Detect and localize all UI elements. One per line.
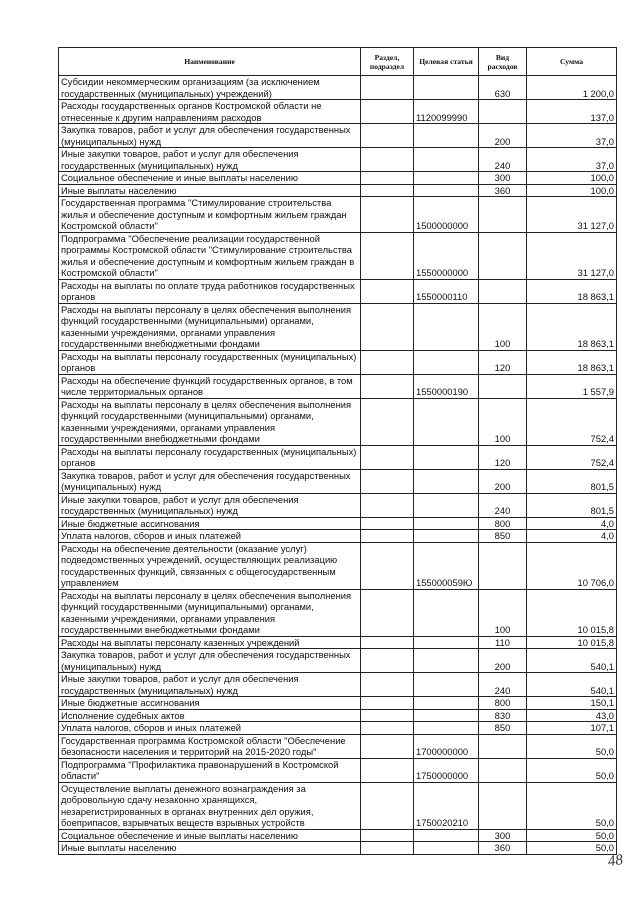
cell-sum: 801,5 [527,469,617,493]
cell-target [414,124,479,148]
budget-table [58,47,617,855]
cell-target [414,398,479,445]
cell-sum: 31 127,0 [527,232,617,279]
cell-name: Государственная программа Костромской области "Обеспечение безопасности населения и территорий на 2015-2020 годы" [59,734,361,758]
cell-section [361,184,414,197]
cell-target: 1550000000 [414,232,479,279]
cell-kind [479,279,527,303]
cell-name: Расходы на выплаты по оплате труда работников государственных органов [59,279,361,303]
cell-kind: 830 [479,709,527,722]
table-header-row [59,48,617,76]
cell-sum: 18 863,1 [527,350,617,374]
cell-section [361,782,414,829]
column-header-section: Раздел, подраздел [361,48,414,76]
cell-target [414,697,479,710]
table-body [59,76,617,855]
cell-kind [479,782,527,829]
table-row [59,374,617,398]
cell-name: Уплата налогов, сборов и иных платежей [59,530,361,543]
cell-kind: 120 [479,350,527,374]
table-row [59,734,617,758]
cell-sum: 43,0 [527,709,617,722]
cell-section [361,673,414,697]
table-row [59,493,617,517]
cell-name: Расходы на обеспечение функций государственных органов, в том числе территориальных органов [59,374,361,398]
cell-kind: 850 [479,530,527,543]
table-row [59,469,617,493]
cell-sum: 37,0 [527,124,617,148]
table-row [59,184,617,197]
cell-section [361,530,414,543]
cell-sum: 107,1 [527,722,617,735]
cell-section [361,517,414,530]
cell-kind: 360 [479,842,527,855]
table-row [59,279,617,303]
cell-section [361,493,414,517]
table-row [59,350,617,374]
cell-sum: 10 015,8 [527,636,617,649]
table-row [59,636,617,649]
cell-section [361,589,414,636]
cell-target [414,530,479,543]
table-row [59,722,617,735]
cell-target [414,517,479,530]
cell-target [414,469,479,493]
cell-kind: 100 [479,303,527,350]
cell-target [414,493,479,517]
cell-sum: 100,0 [527,172,617,185]
cell-sum: 540,1 [527,649,617,673]
cell-kind [479,734,527,758]
cell-section [361,469,414,493]
column-header-sum: Сумма [527,48,617,76]
table-row [59,100,617,124]
cell-sum: 100,0 [527,184,617,197]
cell-section [361,232,414,279]
table-row [59,649,617,673]
cell-sum: 540,1 [527,673,617,697]
cell-kind [479,197,527,233]
cell-section [361,829,414,842]
cell-kind [479,100,527,124]
table-row [59,782,617,829]
table-row [59,232,617,279]
table-row [59,842,617,855]
cell-kind: 240 [479,148,527,172]
cell-section [361,172,414,185]
cell-name: Иные закупки товаров, работ и услуг для обеспечения государственных (муниципальных) нужд [59,493,361,517]
cell-sum: 1 557,9 [527,374,617,398]
table-row [59,445,617,469]
table-row [59,697,617,710]
cell-sum: 801,5 [527,493,617,517]
cell-name: Закупка товаров, работ и услуг для обеспечения государственных (муниципальных) нужд [59,124,361,148]
cell-sum: 752,4 [527,398,617,445]
cell-section [361,636,414,649]
cell-name: Социальное обеспечение и иные выплаты населению [59,172,361,185]
table-row [59,197,617,233]
cell-section [361,734,414,758]
cell-sum: 137,0 [527,100,617,124]
cell-name: Закупка товаров, работ и услуг для обеспечения государственных (муниципальных) нужд [59,649,361,673]
cell-target: 1500000000 [414,197,479,233]
cell-kind: 850 [479,722,527,735]
table-row [59,124,617,148]
cell-kind: 200 [479,649,527,673]
cell-name: Иные бюджетные ассигнования [59,517,361,530]
table-row [59,589,617,636]
cell-target [414,649,479,673]
cell-sum: 150,1 [527,697,617,710]
cell-name: Уплата налогов, сборов и иных платежей [59,722,361,735]
table-row [59,542,617,589]
cell-kind: 100 [479,398,527,445]
cell-target: 155000059Ю [414,542,479,589]
cell-target [414,842,479,855]
cell-sum: 37,0 [527,148,617,172]
cell-section [361,758,414,782]
cell-sum: 50,0 [527,829,617,842]
cell-name: Исполнение судебных актов [59,709,361,722]
cell-kind: 100 [479,589,527,636]
table-row [59,303,617,350]
cell-sum: 50,0 [527,758,617,782]
table-row [59,673,617,697]
table-row [59,148,617,172]
cell-name: Закупка товаров, работ и услуг для обеспечения государственных (муниципальных) нужд [59,469,361,493]
cell-kind [479,374,527,398]
cell-section [361,76,414,100]
cell-kind: 110 [479,636,527,649]
cell-name: Расходы на обеспечение деятельности (оказание услуг) подведомственных учреждений, осуществляющих реализацию государственных функций, связанных с общегосударственным управлением [59,542,361,589]
cell-name: Иные выплаты населению [59,184,361,197]
cell-sum: 50,0 [527,734,617,758]
cell-name: Подпрограмма "Обеспечение реализации государственной программы Костромской области "Стимулирование строительства жилья и обеспечение доступным и комфортным жильем граждан в Костромской области" [59,232,361,279]
cell-target [414,673,479,697]
cell-name: Осуществление выплаты денежного вознаграждения за добровольную сдачу незаконно хранящихся, незарегистрированных в органах внутренних дел оружия, боеприпасов, взрывчатых веществ взрывных устройств [59,782,361,829]
cell-name: Расходы на выплаты персоналу в целях обеспечения выполнения функций государственными (муниципальными) органами, казенными учреждениями, органами управления государственными внебюджетными фондами [59,398,361,445]
cell-kind: 200 [479,469,527,493]
table-row [59,709,617,722]
cell-sum: 50,0 [527,842,617,855]
cell-target [414,589,479,636]
table-row [59,829,617,842]
cell-kind: 800 [479,697,527,710]
cell-kind: 240 [479,493,527,517]
cell-section [361,398,414,445]
cell-name: Государственная программа "Стимулирование строительства жилья и обеспечение доступным и комфортным жильем граждан Костромской области" [59,197,361,233]
cell-target [414,829,479,842]
cell-sum: 752,4 [527,445,617,469]
cell-section [361,374,414,398]
cell-kind: 120 [479,445,527,469]
cell-target [414,184,479,197]
cell-target: 1750000000 [414,758,479,782]
column-header-target: Целевая статья [414,48,479,76]
cell-kind [479,232,527,279]
cell-name: Социальное обеспечение и иные выплаты населению [59,829,361,842]
cell-name: Иные закупки товаров, работ и услуг для обеспечения государственных (муниципальных) нужд [59,148,361,172]
cell-name: Иные закупки товаров, работ и услуг для обеспечения государственных (муниципальных) нужд [59,673,361,697]
cell-name: Расходы на выплаты персоналу государственных (муниципальных) органов [59,350,361,374]
cell-section [361,124,414,148]
column-header-name: Наименование [59,48,361,76]
cell-sum: 18 863,1 [527,303,617,350]
cell-section [361,722,414,735]
cell-sum: 4,0 [527,530,617,543]
cell-section [361,303,414,350]
cell-kind [479,758,527,782]
cell-name: Расходы на выплаты персоналу казенных учреждений [59,636,361,649]
cell-kind: 300 [479,829,527,842]
cell-kind: 630 [479,76,527,100]
cell-sum: 50,0 [527,782,617,829]
cell-sum: 10 015,8 [527,589,617,636]
cell-sum: 10 706,0 [527,542,617,589]
table-row [59,172,617,185]
cell-target [414,709,479,722]
cell-kind [479,542,527,589]
table-row [59,398,617,445]
table-row [59,517,617,530]
cell-section [361,709,414,722]
cell-name: Подпрограмма "Профилактика правонарушений в Костромской области" [59,758,361,782]
cell-kind: 200 [479,124,527,148]
cell-section [361,197,414,233]
cell-target [414,172,479,185]
cell-target [414,303,479,350]
cell-section [361,445,414,469]
cell-sum: 31 127,0 [527,197,617,233]
cell-target: 1120099990 [414,100,479,124]
cell-target [414,636,479,649]
cell-sum: 18 863,1 [527,279,617,303]
cell-section [361,350,414,374]
cell-name: Расходы государственных органов Костромской области не отнесенные к другим направлениям расходов [59,100,361,124]
cell-kind: 300 [479,172,527,185]
cell-name: Расходы на выплаты персоналу в целях обеспечения выполнения функций государственными (муниципальными) органами, казенными учреждениями, органами управления государственными внебюджетными фондами [59,303,361,350]
budget-page [58,47,616,855]
cell-name: Иные бюджетные ассигнования [59,697,361,710]
cell-sum: 1 200,0 [527,76,617,100]
cell-target [414,350,479,374]
cell-target [414,445,479,469]
cell-section [361,279,414,303]
cell-section [361,697,414,710]
cell-section [361,542,414,589]
cell-target: 1550000190 [414,374,479,398]
table-row [59,76,617,100]
cell-section [361,649,414,673]
column-header-kind: Вид расходов [479,48,527,76]
cell-kind: 800 [479,517,527,530]
cell-target: 1700000000 [414,734,479,758]
page-number: 48 [606,852,624,870]
cell-target: 1550000110 [414,279,479,303]
cell-section [361,100,414,124]
cell-name: Субсидии некоммерческим организациям (за исключением государственных (муниципальных) учреждений) [59,76,361,100]
cell-target [414,148,479,172]
cell-name: Расходы на выплаты персоналу в целях обеспечения выполнения функций государственными (муниципальными) органами, казенными учреждениями, органами управления государственными внебюджетными фондами [59,589,361,636]
cell-kind: 360 [479,184,527,197]
cell-section [361,148,414,172]
cell-name: Расходы на выплаты персоналу государственных (муниципальных) органов [59,445,361,469]
table-row [59,530,617,543]
cell-target [414,76,479,100]
table-row [59,758,617,782]
cell-kind: 240 [479,673,527,697]
cell-name: Иные выплаты населению [59,842,361,855]
cell-target [414,722,479,735]
cell-target: 1750020210 [414,782,479,829]
cell-section [361,842,414,855]
cell-sum: 4,0 [527,517,617,530]
